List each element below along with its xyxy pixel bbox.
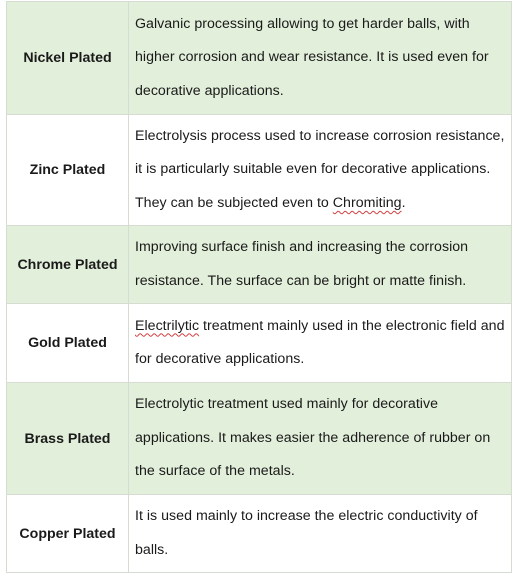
table-row-copper-plated <box>7 495 512 573</box>
table-row-chrome-plated <box>7 226 512 304</box>
spellcheck-flagged-word: Chromiting <box>332 194 402 211</box>
table-row-gold-plated <box>7 304 512 383</box>
table-row-nickel-plated <box>7 2 512 115</box>
plating-description-cell <box>129 304 512 383</box>
plating-description-cell: Electrolytic treatment used mainly for decorative applications. It makes easier the adherence of rubber on the surface of the metals. <box>129 383 512 495</box>
plating-description-cell: Galvanic processing allowing to get harder balls, with higher corrosion and wear resistance. It is used even for decorative applications. <box>129 2 512 115</box>
plating-name-cell: Chrome Plated <box>7 226 129 304</box>
plating-name-cell: Zinc Plated <box>7 115 129 226</box>
plating-name-cell: Gold Plated <box>7 304 129 383</box>
plating-table-container <box>6 1 512 573</box>
description-text: Electrolysis process used to increase corrosion resistance, it is particularly suitable even for decorative applications. They can be subjected even to <box>135 127 505 211</box>
plating-name-cell: Copper Plated <box>7 495 129 573</box>
plating-description-cell <box>129 115 512 226</box>
table-row-zinc-plated <box>7 115 512 226</box>
spellcheck-flagged-word: Electrilytic <box>135 317 200 334</box>
table-row-brass-plated <box>7 383 512 495</box>
plating-description-cell: Improving surface finish and increasing the corrosion resistance. The surface can be bright or matte finish. <box>129 226 512 304</box>
plating-description-cell: It is used mainly to increase the electric conductivity of balls. <box>129 495 512 573</box>
plating-name-cell: Nickel Plated <box>7 2 129 115</box>
plating-types-table <box>6 1 512 573</box>
description-text-end: . <box>401 194 406 211</box>
description-text: treatment mainly used in the electronic field and for decorative applications. <box>135 317 505 367</box>
plating-name-cell: Brass Plated <box>7 383 129 495</box>
